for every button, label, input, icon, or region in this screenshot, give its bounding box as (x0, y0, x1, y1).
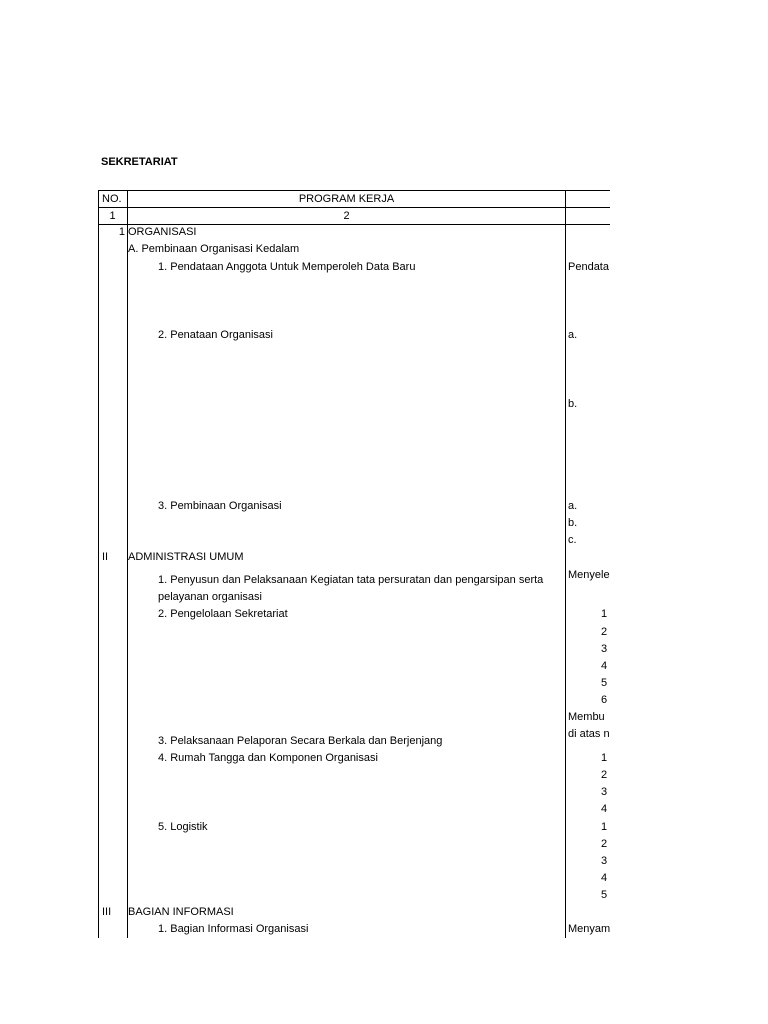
right-marker-a: a. (568, 500, 578, 512)
rumah-tangga-number: 3 (601, 786, 608, 798)
pengelolaan-number: 1 (601, 608, 608, 620)
rumah-tangga-number: 1 (601, 752, 608, 764)
right-marker-b: b. (568, 398, 578, 410)
logistik-number: 1 (601, 821, 608, 833)
section-no-organisasi: 1 (118, 226, 125, 238)
document-title: SEKRETARIAT (101, 156, 178, 168)
logistik-number: 5 (601, 889, 608, 901)
rumah-tangga-number: 4 (601, 803, 608, 815)
logistik-number: 4 (601, 872, 608, 884)
item-pelaksanaan-pelaporan: 3. Pelaksanaan Pelaporan Secara Berkala dan Berjenjang (158, 735, 443, 747)
section-title-informasi: BAGIAN INFORMASI (128, 906, 234, 918)
table-top-border (98, 190, 610, 191)
right-marker-a: a. (568, 329, 578, 341)
pengelolaan-number: 6 (601, 694, 608, 706)
item-rumah-tangga: 4. Rumah Tangga dan Komponen Organisasi (158, 752, 378, 764)
header-col-1: 1 (109, 210, 116, 222)
logistik-number: 2 (601, 838, 608, 850)
header-program-kerja: PROGRAM KERJA (298, 193, 395, 205)
item-penyusun-pelaksanaan-cont: pelayanan organisasi (158, 591, 262, 603)
header-row-border (98, 207, 610, 208)
pengelolaan-number: 3 (601, 643, 608, 655)
right-text-di-atas: di atas n (568, 728, 610, 740)
right-marker-c: c. (568, 534, 577, 546)
header-col-2: 2 (343, 210, 350, 222)
section-no-informasi: III (102, 906, 112, 918)
program-table (98, 190, 610, 938)
header-no: NO. (102, 193, 122, 205)
pengelolaan-number: 2 (601, 626, 608, 638)
rumah-tangga-number: 2 (601, 769, 608, 781)
section-title-organisasi: ORGANISASI (128, 226, 197, 238)
pengelolaan-number: 5 (601, 677, 608, 689)
item-penyusun-pelaksanaan: 1. Penyusun dan Pelaksanaan Kegiatan tata persuratan dan pengarsipan serta (158, 574, 544, 586)
item-pembinaan-organisasi: 3. Pembinaan Organisasi (158, 500, 282, 512)
item-pengelolaan-sekretariat: 2. Pengelolaan Sekretariat (158, 608, 288, 620)
pengelolaan-number: 4 (601, 660, 608, 672)
subsection-pembinaan-kedalam: A. Pembinaan Organisasi Kedalam (128, 243, 300, 255)
no-column-border (127, 190, 128, 938)
right-marker-b: b. (568, 517, 578, 529)
right-text-pendata: Pendata (568, 261, 609, 273)
item-bagian-informasi: 1. Bagian Informasi Organisasi (158, 923, 309, 935)
section-no-administrasi: II (102, 551, 109, 563)
item-penataan-organisasi: 2. Penataan Organisasi (158, 329, 273, 341)
item-pendataan-anggota: 1. Pendataan Anggota Untuk Memperoleh Data Baru (158, 261, 416, 273)
right-text-menyele: Menyele (568, 569, 610, 581)
program-column-border (565, 190, 566, 938)
right-text-menyam: Menyam (568, 923, 610, 935)
right-text-membu: Membu (568, 711, 605, 723)
section-title-administrasi: ADMINISTRASI UMUM (128, 551, 244, 563)
item-logistik: 5. Logistik (158, 821, 208, 833)
table-left-border (98, 190, 99, 938)
logistik-number: 3 (601, 855, 608, 867)
